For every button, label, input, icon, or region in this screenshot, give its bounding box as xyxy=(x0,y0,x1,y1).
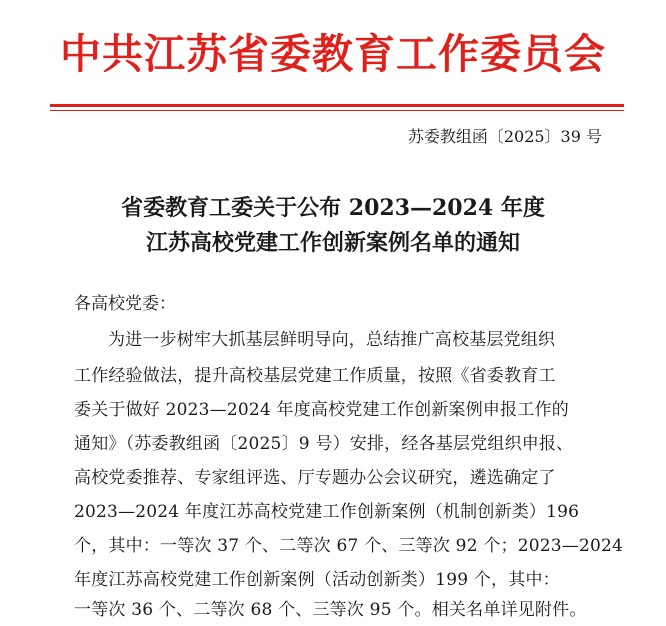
body-line: 一等次 36 个、二等次 68 个、三等次 95 个。相关名单详见附件。 xyxy=(74,600,587,620)
document-number: 苏委教组函〔2025〕39 号 xyxy=(407,127,602,146)
body-line: 个，其中：一等次 37 个、二等次 67 个、三等次 92 个；2023—2024 xyxy=(74,536,624,556)
document-title-line-1: 省委教育工委关于公布 2023—2024 年度 xyxy=(121,195,545,221)
salutation: 各高校党委： xyxy=(74,294,176,314)
body-line: 委关于做好 2023—2024 年度高校党建工作创新案例申报工作的 xyxy=(74,400,569,420)
body-line: 工作经验做法，提升高校基层党建工作质量，按照《省委教育工 xyxy=(74,366,556,386)
document-title-line-2: 江苏高校党建工作创新案例名单的通知 xyxy=(145,230,520,256)
masthead-divider-thick xyxy=(50,104,624,107)
body-line: 2023—2024 年度江苏高校党建工作创新案例（机制创新类）196 xyxy=(74,502,580,522)
masthead-title: 中共江苏省委教育工作委员会 xyxy=(60,30,606,78)
body-line: 高校党委推荐、专家组评选、厅专题办公会议研究，遴选确定了 xyxy=(74,468,556,488)
masthead-divider-thin xyxy=(50,110,624,111)
body-line: 年度江苏高校党建工作创新案例（活动创新类）199 个，其中： xyxy=(74,570,560,590)
body-line: 为进一步树牢大抓基层鲜明导向，总结推广高校基层党组织 xyxy=(108,330,556,350)
body-line: 通知》（苏委教组函〔2025〕9 号）安排，经各基层党组织申报、 xyxy=(74,434,574,454)
